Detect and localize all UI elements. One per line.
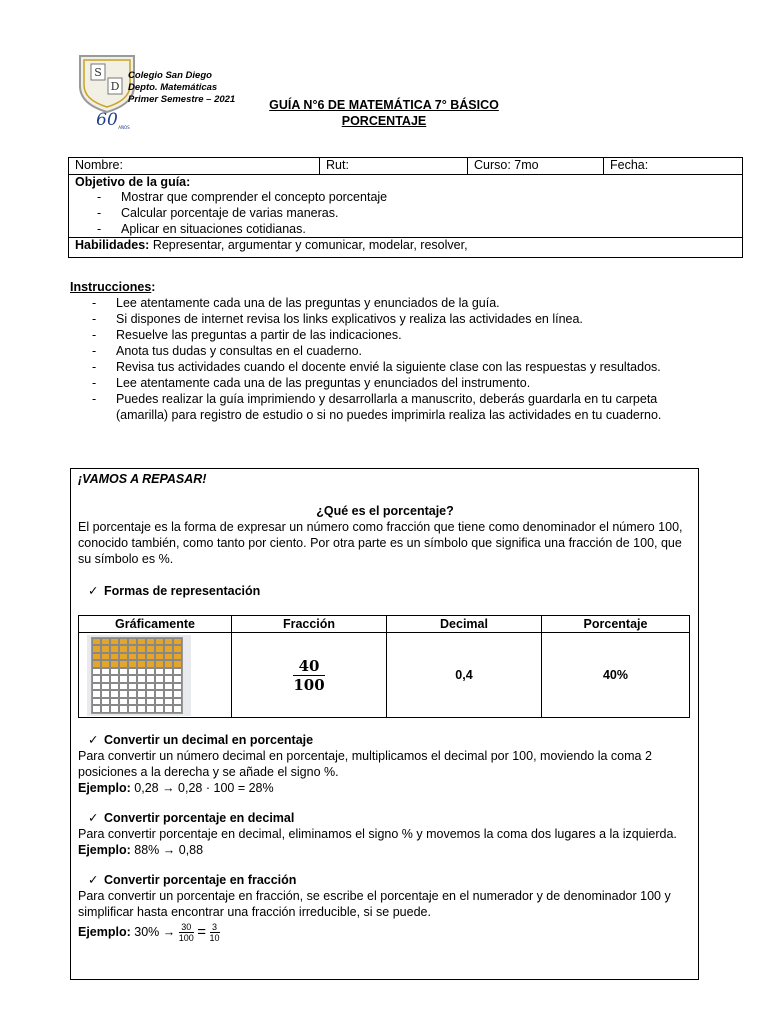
objetivo-label: Objetivo de la guía: [75,175,191,189]
instruction-item: - Puedes realizar la guía imprimiendo y desarrollarla a manuscrito, deberás guardarla en tu carpeta (amarilla) para registro de estudio o si no puedes imprimirla realiza las actividades en tu cuaderno. [70,391,710,423]
grid-cell-filled [155,638,164,646]
nombre-cell: Nombre: [69,158,320,175]
grid-cell-empty [164,675,173,683]
student-info-table [68,157,743,258]
grid-cell-empty [110,705,119,713]
sec3-heading: ✓ Convertir porcentaje en fracción [78,872,692,888]
col-header-grafico: Gráficamente [79,616,232,633]
sec3-frac1-num: 30 [179,922,194,933]
objetivo-item: - Mostrar que comprender el concepto porcentaje [97,189,736,205]
grid-cell-filled [155,653,164,661]
page-subtitle: PORCENTAJE [341,114,427,128]
grid-cell-filled [92,638,101,646]
grid-cell-filled [173,660,182,668]
grid-cell-empty [137,675,146,683]
grid-cell-filled [146,653,155,661]
grid-cell-empty [164,668,173,676]
grid-cell-empty [146,698,155,706]
representation-table [78,615,690,718]
grid-cell-empty [173,668,182,676]
department: Depto. Matemáticas [128,82,218,93]
semester: Primer Semestre – 2021 [128,94,236,105]
logo-letter-s: S [94,66,102,79]
grid-cell-filled [137,653,146,661]
grid-cell-empty [164,698,173,706]
grid-cell-empty [173,698,182,706]
grid-cell-filled [119,645,128,653]
grid-cell-empty [155,690,164,698]
grid-cell-filled [173,653,182,661]
grid-cell-empty [146,705,155,713]
fraction-denominator: 100 [293,675,325,694]
grid-cell-empty [119,675,128,683]
grid-cell-empty [119,705,128,713]
school-name: Colegio San Diego [128,70,212,81]
review-question: ¿Qué es el porcentaje? [316,504,454,518]
sec3-example-start: 30% → [134,924,176,939]
review-definition: El porcentaje es la forma de expresar un número como fracción que tiene como denominador el número 100, conocido también, como tanto por ciento. Por otra parte es un símbolo que significa una fracción de 100, que su símbolo es %. [78,520,683,566]
grid-cell-filled [146,660,155,668]
grid-cell-filled [155,645,164,653]
grid-cell-empty [92,668,101,676]
col-header-fraccion: Fracción [232,616,387,633]
instruction-item: - Anota tus dudas y consultas en el cuaderno. [70,343,710,359]
sec3-frac1-den: 100 [178,933,194,943]
instruction-item: - Si dispones de internet revisa los links explicativos y realiza las actividades en línea. [70,311,710,327]
sec1-text: Para convertir un número decimal en porcentaje, multiplicamos el decimal por 100, moviendo la coma 2 posiciones a la derecha y se añade el signo %. [78,749,652,779]
fraction-40-100 [293,657,324,694]
grid-cell-empty [173,705,182,713]
grid-cell-filled [164,638,173,646]
grid-cell-empty [173,690,182,698]
objetivo-cell [69,175,743,238]
grid-cell-empty [110,675,119,683]
fraction-numerator: 40 [293,657,324,676]
grid-cell-filled [110,645,119,653]
grid-cell-filled [110,638,119,646]
grid-cell-filled [119,653,128,661]
habilidades-label: Habilidades: [75,238,150,252]
grid-cell [79,633,232,718]
grid-cell-filled [146,645,155,653]
grid-cell-empty [119,683,128,691]
hundred-grid-frame [87,635,191,716]
grid-cell-empty [92,705,101,713]
sec1-example-value: 0,28 → 0,28 · 100 = 28% [134,781,274,795]
grid-cell-empty [119,698,128,706]
grid-cell-filled [173,638,182,646]
grid-cell-empty [101,690,110,698]
objetivo-item: - Calcular porcentaje de varias maneras. [97,205,736,221]
sec2-example-label: Ejemplo: [78,843,131,857]
grid-cell-empty [119,690,128,698]
grid-cell-empty [128,690,137,698]
grid-cell-empty [137,705,146,713]
sec3-frac2-den: 10 [209,933,220,943]
grid-cell-filled [119,660,128,668]
grid-cell-empty [164,683,173,691]
grid-cell-filled [128,645,137,653]
grid-cell-empty [146,683,155,691]
review-box [70,468,699,980]
instructions: Instrucciones: - Lee atentamente cada una de las preguntas y enunciados de la guía. - Si dispones de internet revisa los links explicativos y realiza las actividades en línea. - Resuelve las preguntas a partir de las indicaciones. - Anota tus dudas y consultas en el cuaderno. - Revisa tus actividades cuando el docente envié la siguiente clase con las respuestas y resultados. - Lee atentamente cada una de las preguntas y enunciados del instrumento. - Puedes realizar la guía imprimiendo y desarrollarla a manuscrito, deberás guardarla en tu carpeta (amarilla) para registro de estudio o si no puedes imprimirla realiza las actividades en tu cuaderno. [70,279,710,423]
sec3-frac2-num: 3 [210,922,220,933]
grid-cell-filled [110,653,119,661]
grid-cell-empty [137,690,146,698]
grid-cell-filled [128,653,137,661]
grid-cell-empty [128,705,137,713]
grid-cell-empty [155,683,164,691]
grid-cell-filled [137,645,146,653]
grid-cell-empty [128,668,137,676]
grid-cell-empty [137,698,146,706]
grid-cell-empty [173,675,182,683]
grid-cell-filled [101,638,110,646]
grid-cell-empty [146,668,155,676]
habilidades-text: Representar, argumentar y comunicar, modelar, resolver, [152,238,468,252]
grid-cell-empty [92,683,101,691]
grid-cell-filled [101,660,110,668]
grid-cell-filled [128,660,137,668]
fraction-cell [232,633,387,718]
grid-cell-filled [101,645,110,653]
sec3-text: Para convertir un porcentaje en fracción, se escribe el porcentaje en el numerador y de denominador 100 y simplificar hasta encontrar una fracción irreducible, si se puede. [78,889,671,919]
grid-cell-empty [101,705,110,713]
sec1-example-label: Ejemplo: [78,781,131,795]
sec2-example [78,842,692,858]
grid-cell-filled [92,660,101,668]
sec2-heading: ✓ Convertir porcentaje en decimal [78,810,692,826]
grid-cell-empty [128,675,137,683]
grid-cell-empty [137,683,146,691]
col-header-porcentaje: Porcentaje [542,616,690,633]
grid-cell-filled [119,638,128,646]
grid-cell-empty [119,668,128,676]
grid-cell-filled [164,645,173,653]
grid-cell-empty [110,690,119,698]
grid-cell-empty [101,683,110,691]
grid-cell-empty [128,683,137,691]
grid-cell-empty [137,668,146,676]
grid-cell-empty [128,698,137,706]
review-heading: ¡VAMOS A REPASAR! [78,472,207,486]
logo-letter-d: D [110,80,120,93]
grid-cell-filled [92,645,101,653]
grid-cell-filled [137,638,146,646]
grid-cell-empty [92,675,101,683]
instruction-item: - Resuelve las preguntas a partir de las indicaciones. [70,327,710,343]
instruction-item: - Lee atentamente cada una de las preguntas y enunciados de la guía. [70,295,710,311]
logo-anniversary: 60 [96,110,118,130]
grid-cell-empty [101,698,110,706]
grid-cell-empty [110,683,119,691]
hundred-grid [91,637,183,714]
curso-cell: Curso: 7mo [468,158,604,175]
grid-cell-empty [92,698,101,706]
grid-cell-empty [101,675,110,683]
rut-cell: Rut: [320,158,468,175]
grid-cell-filled [164,653,173,661]
grid-cell-empty [155,668,164,676]
grid-cell-empty [164,705,173,713]
grid-cell-filled [92,653,101,661]
sec3-fraction-30-100 [179,922,194,943]
grid-cell-empty [155,705,164,713]
grid-cell-empty [110,698,119,706]
grid-cell-filled [164,660,173,668]
grid-cell-filled [137,660,146,668]
logo-anniversary-sub: AÑOS [118,125,130,130]
habilidades-cell [69,238,743,258]
grid-cell-empty [164,690,173,698]
col-header-decimal: Decimal [387,616,542,633]
grid-cell-filled [110,660,119,668]
percentage-cell: 40% [542,633,690,718]
grid-cell-empty [110,668,119,676]
grid-cell-empty [155,675,164,683]
sec2-text: Para convertir porcentaje en decimal, eliminamos el signo % y movemos la coma dos lugares a la izquierda. [78,827,677,841]
objetivo-item: - Aplicar en situaciones cotidianas. [97,221,736,237]
grid-cell-empty [155,698,164,706]
forms-heading: ✓ Formas de representación [78,583,692,599]
sec3-example-label: Ejemplo: [78,924,131,939]
sec1-example [78,780,692,796]
sec1-heading: ✓ Convertir un decimal en porcentaje [78,732,692,748]
fecha-cell: Fecha: [604,158,743,175]
grid-cell-filled [155,660,164,668]
grid-cell-empty [101,668,110,676]
decimal-cell: 0,4 [387,633,542,718]
grid-cell-empty [173,683,182,691]
instruction-item: - Lee atentamente cada una de las preguntas y enunciados del instrumento. [70,375,710,391]
grid-cell-filled [101,653,110,661]
sec3-equals: = [197,923,207,941]
instruction-item: - Revisa tus actividades cuando el docente envié la siguiente clase con las respuestas y resultados. [70,359,710,375]
instructions-heading: Instrucciones [70,280,152,294]
sec3-fraction-3-10 [210,922,220,943]
grid-cell-empty [146,690,155,698]
grid-cell-filled [173,645,182,653]
grid-cell-empty [92,690,101,698]
sec2-example-value: 88% → 0,88 [134,843,204,857]
grid-cell-empty [146,675,155,683]
grid-cell-filled [128,638,137,646]
page-title: GUÍA N°6 DE MATEMÁTICA 7° BÁSICO [269,98,499,112]
sec3-example [78,922,692,943]
grid-cell-filled [146,638,155,646]
